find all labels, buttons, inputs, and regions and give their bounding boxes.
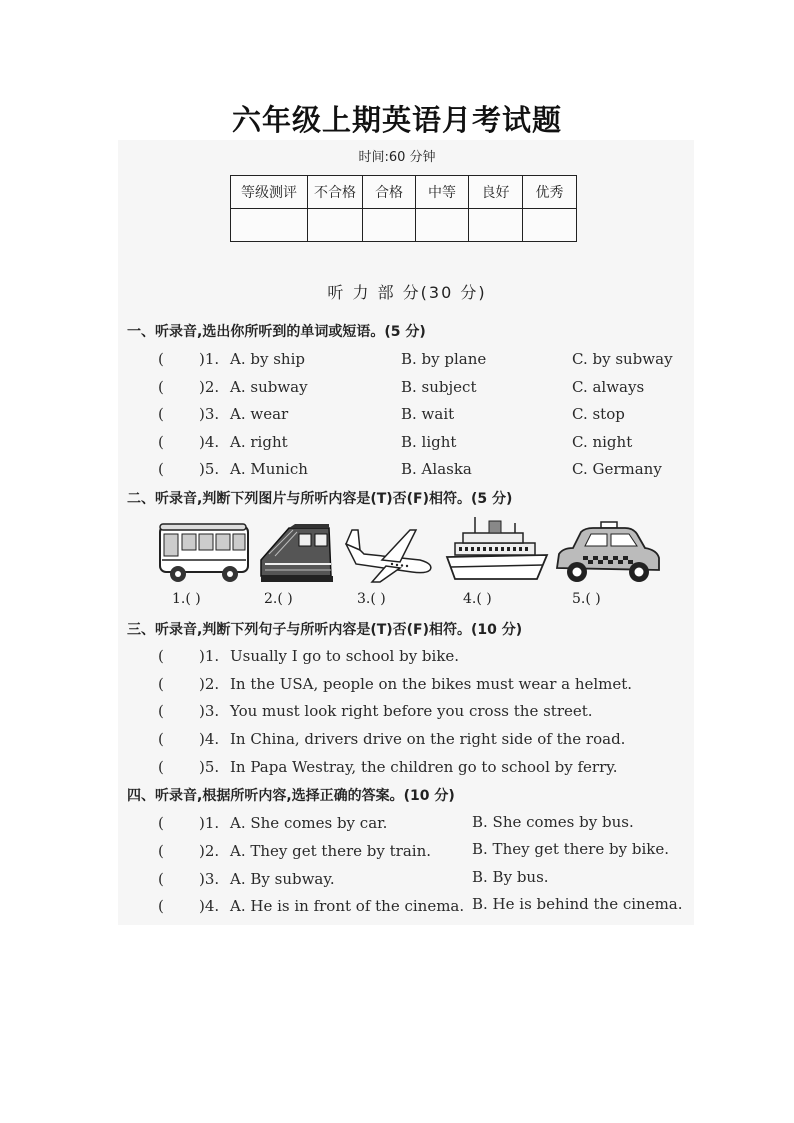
question-number: )1. [199, 814, 220, 832]
option-a: A. subway [230, 378, 308, 396]
statement-text: Usually I go to school by bike. [230, 647, 460, 665]
question-number: )3. [199, 702, 220, 720]
answer-paren[interactable]: ( [158, 702, 164, 720]
picture-label-3[interactable]: 3.( ) [357, 591, 386, 607]
option-a: A. She comes by car. [230, 814, 388, 832]
grade-input-cell[interactable] [469, 209, 523, 242]
grade-input-cell[interactable] [416, 209, 469, 242]
statement-text: In the USA, people on the bikes must wear a helmet. [230, 675, 633, 693]
answer-paren[interactable]: ( [158, 460, 164, 478]
answer-paren[interactable]: ( [158, 814, 164, 832]
grade-header-cell: 合格 [363, 176, 416, 209]
answer-paren[interactable]: ( [158, 647, 164, 665]
grade-header-cell: 等级测评 [231, 176, 308, 209]
statement-text: You must look right before you cross the street. [230, 702, 593, 720]
option-b: B. They get there by bike. [472, 840, 669, 858]
option-c: C. always [572, 378, 645, 396]
statement-text: In Papa Westray, the children go to school by ferry. [230, 758, 618, 776]
option-a: A. Munich [230, 460, 308, 478]
question-number: )5. [199, 758, 220, 776]
option-b: B. light [401, 433, 457, 451]
answer-paren[interactable]: ( [158, 870, 164, 888]
bus-icon [158, 520, 252, 586]
ship-icon [445, 515, 549, 585]
option-b: B. By bus. [472, 868, 549, 886]
grade-header-cell: 优秀 [523, 176, 577, 209]
answer-paren[interactable]: ( [158, 350, 164, 368]
picture-label-5[interactable]: 5.( ) [572, 591, 601, 607]
page-title: 六年级上期英语月考试题 [231, 103, 562, 137]
option-b: B. She comes by bus. [472, 813, 634, 831]
grade-table-empty-row [231, 209, 577, 242]
answer-paren[interactable]: ( [158, 758, 164, 776]
grade-header-cell: 良好 [469, 176, 523, 209]
option-a: A. By subway. [230, 870, 335, 888]
question-number: )1. [199, 647, 220, 665]
grade-input-cell[interactable] [308, 209, 363, 242]
answer-paren[interactable]: ( [158, 405, 164, 423]
grade-input-cell[interactable] [231, 209, 308, 242]
section4-heading: 四、听录音,根据所听内容,选择正确的答案。(10 分) [127, 788, 455, 804]
picture-label-2[interactable]: 2.( ) [264, 591, 293, 607]
listening-part-title: 听 力 部 分(30 分) [327, 283, 487, 302]
option-c: C. stop [572, 405, 625, 423]
option-b: B. by plane [401, 350, 487, 368]
grade-header-cell: 不合格 [308, 176, 363, 209]
option-b: B. subject [401, 378, 477, 396]
statement-text: In China, drivers drive on the right side of the road. [230, 730, 626, 748]
option-c: C. night [572, 433, 633, 451]
time-label: 时间:60 分钟 [358, 150, 436, 165]
option-a: A. They get there by train. [230, 842, 432, 860]
question-number: )4. [199, 433, 220, 451]
option-a: A. wear [230, 405, 289, 423]
grade-header-cell: 中等 [416, 176, 469, 209]
airplane-icon [342, 520, 438, 586]
question-number: )4. [199, 730, 220, 748]
answer-paren[interactable]: ( [158, 897, 164, 915]
option-c: C. Germany [572, 460, 662, 478]
picture-label-1[interactable]: 1.( ) [172, 591, 201, 607]
answer-paren[interactable]: ( [158, 433, 164, 451]
question-number: )3. [199, 870, 220, 888]
question-number: )2. [199, 675, 220, 693]
picture-label-4[interactable]: 4.( ) [463, 591, 492, 607]
question-number: )5. [199, 460, 220, 478]
option-a: A. right [230, 433, 288, 451]
question-number: )3. [199, 405, 220, 423]
option-b: B. He is behind the cinema. [472, 895, 683, 913]
answer-paren[interactable]: ( [158, 730, 164, 748]
grade-input-cell[interactable] [363, 209, 416, 242]
option-b: B. wait [401, 405, 455, 423]
taxi-icon [553, 518, 663, 586]
question-number: )4. [199, 897, 220, 915]
grade-table [230, 175, 577, 242]
section3-heading: 三、听录音,判断下列句子与所听内容是(T)否(F)相符。(10 分) [127, 622, 523, 638]
train-icon [259, 520, 335, 586]
option-a: A. He is in front of the cinema. [230, 897, 465, 915]
option-b: B. Alaska [401, 460, 472, 478]
answer-paren[interactable]: ( [158, 378, 164, 396]
question-number: )2. [199, 378, 220, 396]
section1-heading: 一、听录音,选出你所听到的单词或短语。(5 分) [127, 324, 426, 340]
answer-paren[interactable]: ( [158, 675, 164, 693]
question-number: )2. [199, 842, 220, 860]
option-a: A. by ship [230, 350, 305, 368]
grade-input-cell[interactable] [523, 209, 577, 242]
option-c: C. by subway [572, 350, 673, 368]
section2-heading: 二、听录音,判断下列图片与所听内容是(T)否(F)相符。(5 分) [127, 491, 513, 507]
question-number: )1. [199, 350, 220, 368]
grade-table-header-row [231, 176, 577, 209]
answer-paren[interactable]: ( [158, 842, 164, 860]
